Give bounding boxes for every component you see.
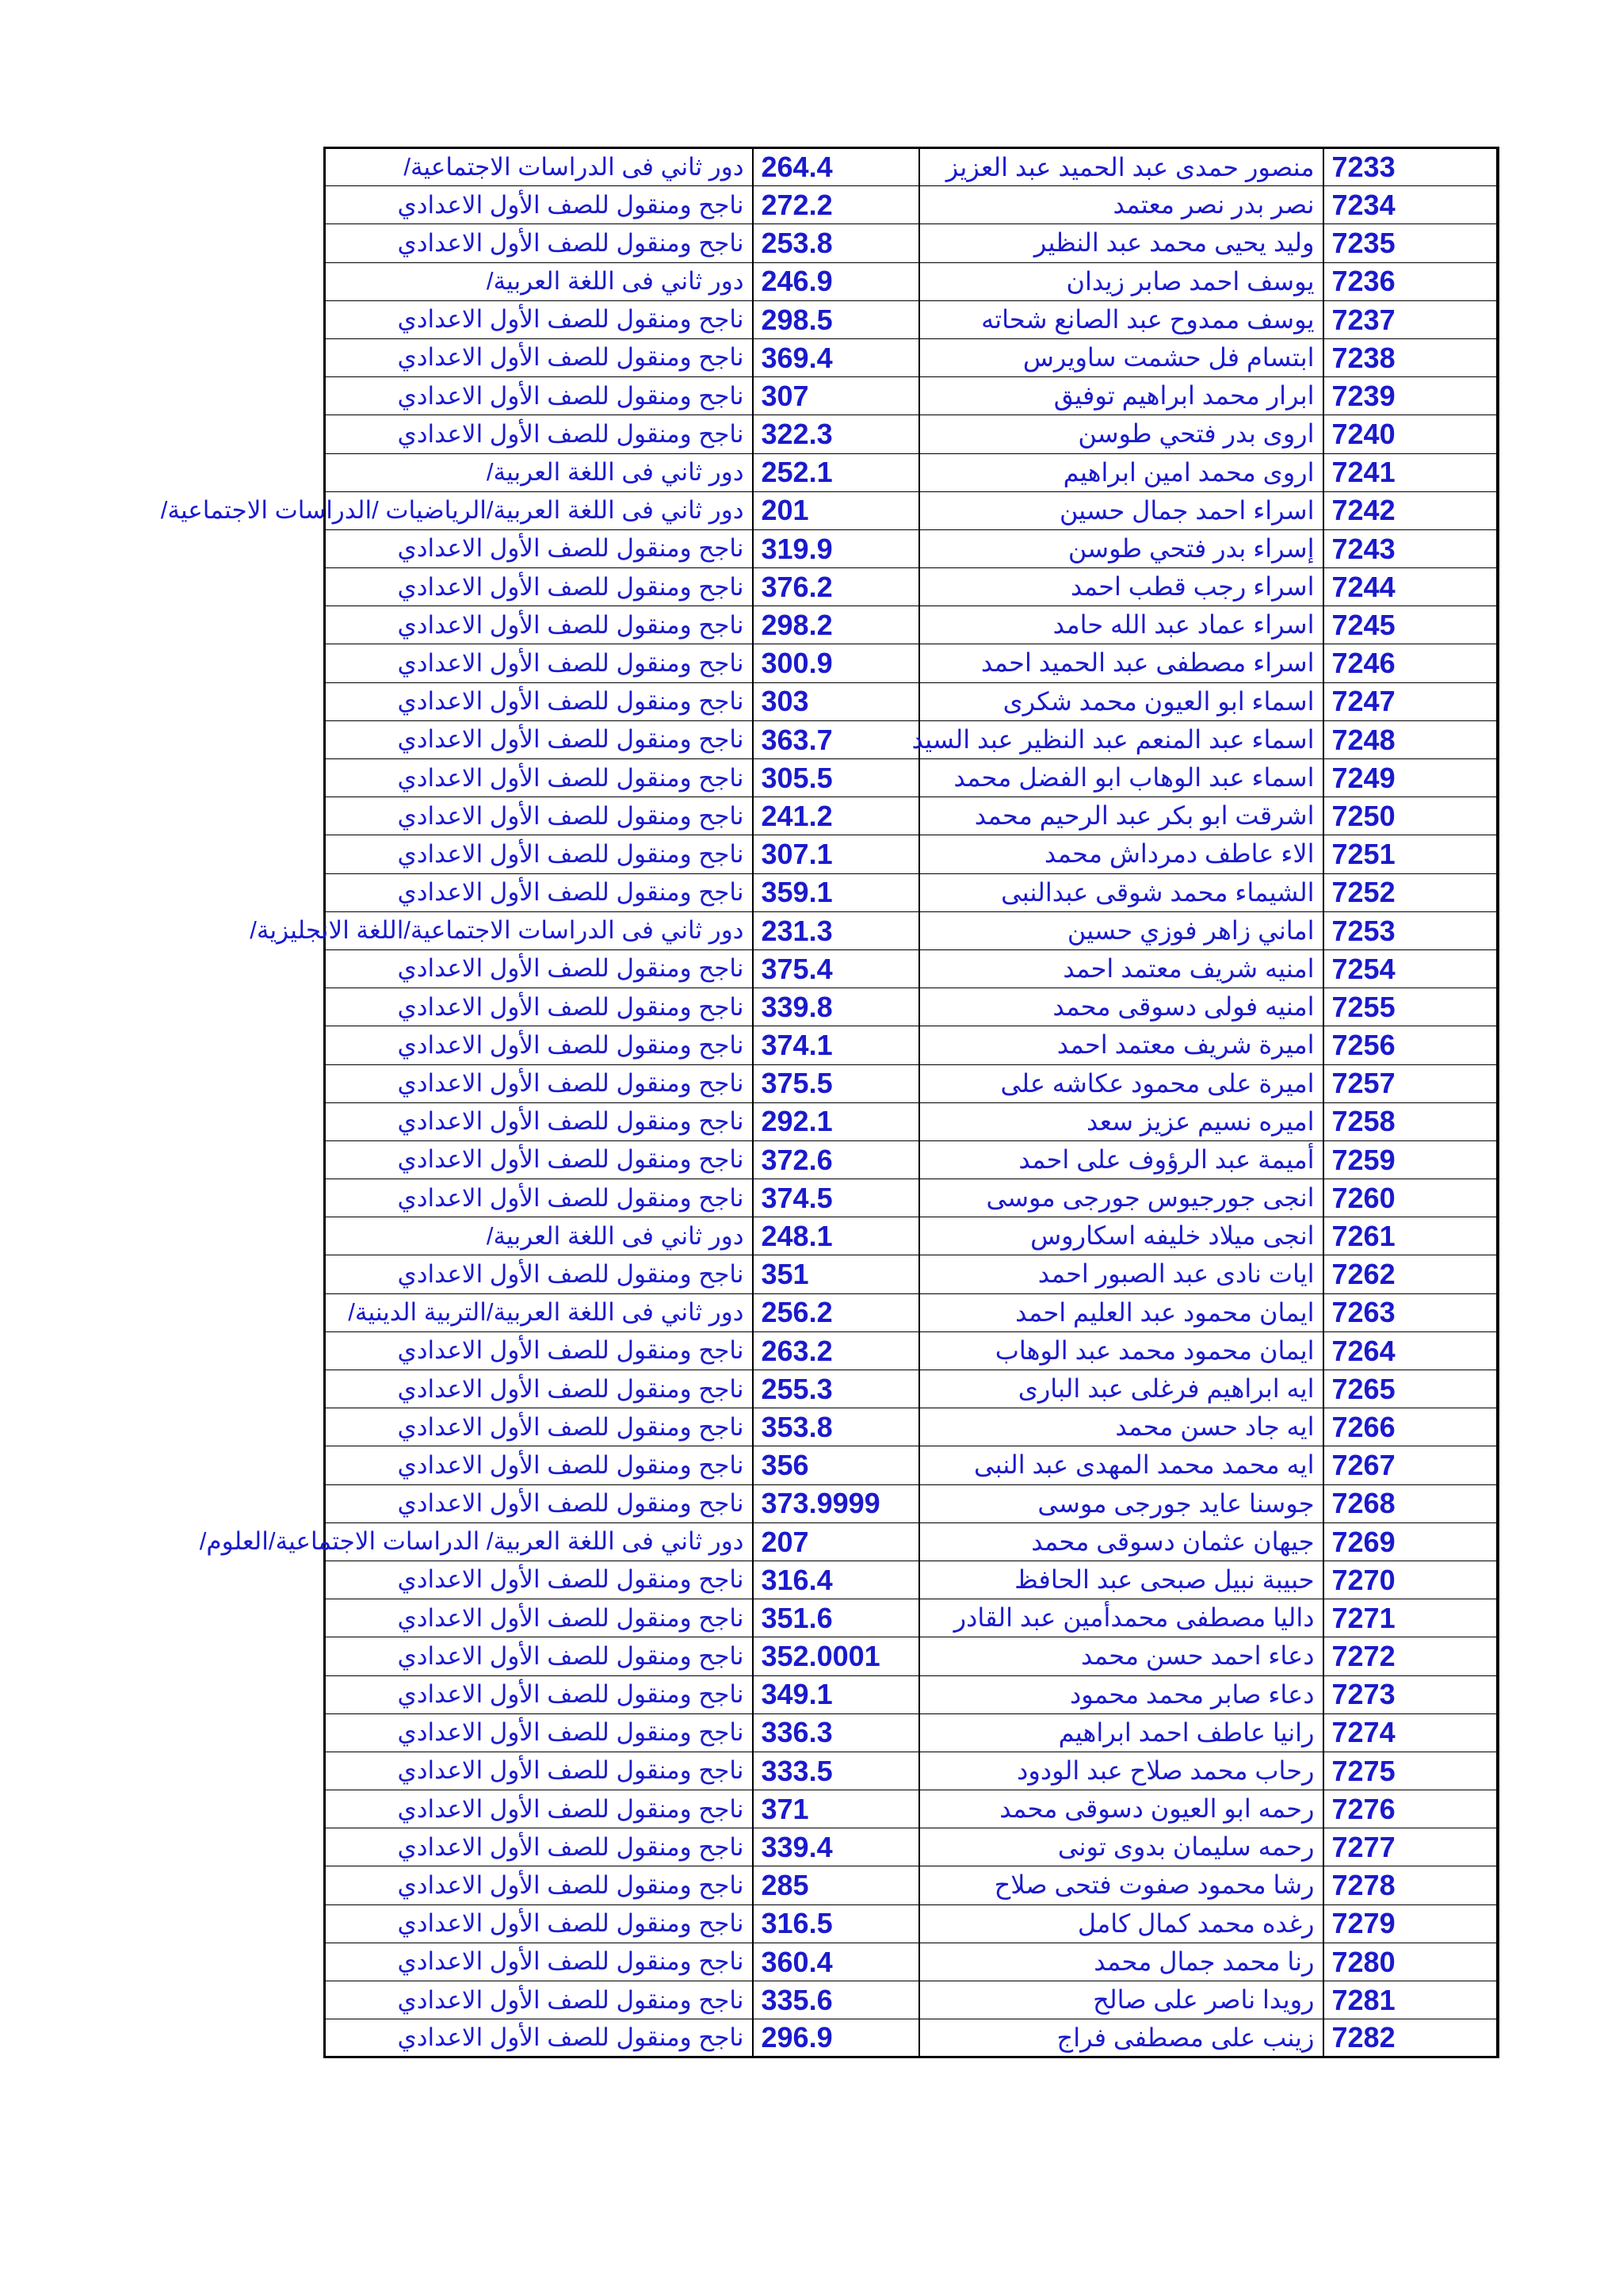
total-score-cell: 248.1: [753, 1217, 919, 1255]
total-score-cell: 375.5: [753, 1064, 919, 1102]
student-name-cell: وليد يحيى محمد عبد النظير: [919, 224, 1323, 262]
student-name-cell: اسماء ابو العيون محمد شكرى: [919, 682, 1323, 720]
student-number-cell: 7269: [1323, 1522, 1498, 1561]
result-status-cell: دور ثاني فى اللغة العربية/الرياضيات /الدراسات الاجتماعية/: [325, 491, 753, 529]
total-score-cell: 255.3: [753, 1370, 919, 1408]
table-row: [325, 682, 1498, 720]
student-name-cell: الشيماء محمد شوقى عبدالنبى: [919, 873, 1323, 911]
total-score-cell: 353.8: [753, 1408, 919, 1446]
student-number-cell: 7281: [1323, 1981, 1498, 2019]
student-number-cell: 7245: [1323, 606, 1498, 644]
table-row: [325, 1446, 1498, 1484]
total-score-cell: 316.5: [753, 1904, 919, 1943]
total-score-cell: 201: [753, 491, 919, 529]
table-row: [325, 186, 1498, 224]
student-name-cell: منصور حمدى عبد الحميد عبد العزيز: [919, 148, 1323, 186]
result-status-cell: ناجح ومنقول للصف الأول الاعدادي: [325, 1102, 753, 1140]
table-row: [325, 1408, 1498, 1446]
result-status-cell: دور ثاني فى الدراسات الاجتماعية/اللغة الانجليزية/: [325, 911, 753, 949]
total-score-cell: 252.1: [753, 453, 919, 491]
total-score-cell: 256.2: [753, 1293, 919, 1331]
student-number-cell: 7260: [1323, 1179, 1498, 1217]
student-number-cell: 7237: [1323, 300, 1498, 338]
student-number-cell: 7244: [1323, 568, 1498, 606]
student-number-cell: 7265: [1323, 1370, 1498, 1408]
student-name-cell: رغده محمد كمال كامل: [919, 1904, 1323, 1943]
total-score-cell: 339.4: [753, 1828, 919, 1866]
result-status-cell: ناجح ومنقول للصف الأول الاعدادي: [325, 1904, 753, 1943]
result-status-cell: ناجح ومنقول للصف الأول الاعدادي: [325, 338, 753, 376]
table-row: [325, 911, 1498, 949]
table-row: [325, 1026, 1498, 1064]
student-name-cell: ابتسام فل حشمت ساويرس: [919, 338, 1323, 376]
student-number-cell: 7279: [1323, 1904, 1498, 1943]
table-row: [325, 529, 1498, 567]
student-name-cell: اميره نسيم عزيز سعد: [919, 1102, 1323, 1140]
table-row: [325, 835, 1498, 873]
total-score-cell: 369.4: [753, 338, 919, 376]
result-status-cell: ناجح ومنقول للصف الأول الاعدادي: [325, 606, 753, 644]
total-score-cell: 316.4: [753, 1561, 919, 1599]
result-status-cell: ناجح ومنقول للصف الأول الاعدادي: [325, 797, 753, 835]
result-status-cell: ناجح ومنقول للصف الأول الاعدادي: [325, 415, 753, 453]
total-score-cell: 207: [753, 1522, 919, 1561]
student-name-cell: ايمان محمود عبد العليم احمد: [919, 1293, 1323, 1331]
table-row: [325, 1522, 1498, 1561]
table-row: [325, 1293, 1498, 1331]
total-score-cell: 356: [753, 1446, 919, 1484]
student-name-cell: ايات نادى عبد الصبور احمد: [919, 1255, 1323, 1293]
student-number-cell: 7234: [1323, 186, 1498, 224]
student-name-cell: أميمة عبد الرؤوف على احمد: [919, 1140, 1323, 1179]
table-row: [325, 797, 1498, 835]
total-score-cell: 351: [753, 1255, 919, 1293]
student-number-cell: 7243: [1323, 529, 1498, 567]
student-number-cell: 7282: [1323, 2019, 1498, 2057]
result-status-cell: ناجح ومنقول للصف الأول الاعدادي: [325, 1790, 753, 1828]
total-score-cell: 319.9: [753, 529, 919, 567]
total-score-cell: 322.3: [753, 415, 919, 453]
student-name-cell: رشا محمود صفوت فتحى صلاح: [919, 1866, 1323, 1904]
result-status-cell: ناجح ومنقول للصف الأول الاعدادي: [325, 377, 753, 415]
result-status-cell: ناجح ومنقول للصف الأول الاعدادي: [325, 1713, 753, 1752]
student-name-cell: حبيبة نبيل صبحى عبد الحافظ: [919, 1561, 1323, 1599]
student-name-cell: اسراء مصطفى عبد الحميد احمد: [919, 644, 1323, 682]
result-status-cell: ناجح ومنقول للصف الأول الاعدادي: [325, 1943, 753, 1981]
student-name-cell: اروى بدر فتحي طوسن: [919, 415, 1323, 453]
total-score-cell: 307.1: [753, 835, 919, 873]
student-name-cell: جوسنا عايد جورجى موسى: [919, 1484, 1323, 1522]
student-number-cell: 7264: [1323, 1331, 1498, 1370]
result-status-cell: ناجح ومنقول للصف الأول الاعدادي: [325, 682, 753, 720]
result-status-cell: دور ثاني فى اللغة العربية/ الدراسات الاجتماعية/العلوم/: [325, 1522, 753, 1561]
student-name-cell: ايه محمد محمد المهدى عبد النبى: [919, 1446, 1323, 1484]
student-number-cell: 7258: [1323, 1102, 1498, 1140]
student-name-cell: ايه ابراهيم فرغلى عبد البارى: [919, 1370, 1323, 1408]
result-status-cell: ناجح ومنقول للصف الأول الاعدادي: [325, 529, 753, 567]
student-name-cell: ابرار محمد ابراهيم توفيق: [919, 377, 1323, 415]
student-number-cell: 7274: [1323, 1713, 1498, 1752]
table-row: [325, 988, 1498, 1026]
student-name-cell: رويدا ناصر على صالح: [919, 1981, 1323, 2019]
table-row: [325, 1943, 1498, 1981]
student-name-cell: دعاء صابر محمد محمود: [919, 1675, 1323, 1713]
table-row: [325, 759, 1498, 797]
student-number-cell: 7263: [1323, 1293, 1498, 1331]
table-row: [325, 491, 1498, 529]
student-number-cell: 7271: [1323, 1599, 1498, 1637]
result-status-cell: ناجح ومنقول للصف الأول الاعدادي: [325, 873, 753, 911]
student-number-cell: 7247: [1323, 682, 1498, 720]
total-score-cell: 339.8: [753, 988, 919, 1026]
total-score-cell: 375.4: [753, 949, 919, 988]
student-number-cell: 7251: [1323, 835, 1498, 873]
student-name-cell: اسراء رجب قطب احمد: [919, 568, 1323, 606]
table-row: [325, 1599, 1498, 1637]
result-status-cell: ناجح ومنقول للصف الأول الاعدادي: [325, 835, 753, 873]
total-score-cell: 263.2: [753, 1331, 919, 1370]
table-row: [325, 1179, 1498, 1217]
table-row: [325, 2019, 1498, 2057]
result-status-cell: ناجح ومنقول للصف الأول الاعدادي: [325, 1255, 753, 1293]
table-row: [325, 1790, 1498, 1828]
result-status-cell: ناجح ومنقول للصف الأول الاعدادي: [325, 1637, 753, 1675]
result-status-cell: ناجح ومنقول للصف الأول الاعدادي: [325, 1561, 753, 1599]
total-score-cell: 231.3: [753, 911, 919, 949]
table-row: [325, 1904, 1498, 1943]
total-score-cell: 333.5: [753, 1752, 919, 1790]
table-row: [325, 1255, 1498, 1293]
table-row: [325, 1370, 1498, 1408]
table-row: [325, 1484, 1498, 1522]
table-row: [325, 1331, 1498, 1370]
result-status-cell: ناجح ومنقول للصف الأول الاعدادي: [325, 720, 753, 758]
table-row: [325, 1866, 1498, 1904]
table-row: [325, 1561, 1498, 1599]
student-number-cell: 7259: [1323, 1140, 1498, 1179]
result-status-cell: ناجح ومنقول للصف الأول الاعدادي: [325, 2019, 753, 2057]
student-number-cell: 7273: [1323, 1675, 1498, 1713]
student-name-cell: داليا مصطفى محمدأمين عبد القادر: [919, 1599, 1323, 1637]
student-number-cell: 7236: [1323, 262, 1498, 300]
total-score-cell: 296.9: [753, 2019, 919, 2057]
student-name-cell: يوسف احمد صابر زيدان: [919, 262, 1323, 300]
student-number-cell: 7267: [1323, 1446, 1498, 1484]
student-name-cell: اماني زاهر فوزي حسين: [919, 911, 1323, 949]
student-name-cell: اسماء عبد المنعم عبد النظير عبد السيد: [919, 720, 1323, 758]
table-row: [325, 148, 1498, 186]
student-name-cell: ايه جاد حسن محمد: [919, 1408, 1323, 1446]
result-status-cell: ناجح ومنقول للصف الأول الاعدادي: [325, 1675, 753, 1713]
result-status-cell: ناجح ومنقول للصف الأول الاعدادي: [325, 1828, 753, 1866]
total-score-cell: 376.2: [753, 568, 919, 606]
student-number-cell: 7242: [1323, 491, 1498, 529]
result-status-cell: ناجح ومنقول للصف الأول الاعدادي: [325, 644, 753, 682]
total-score-cell: 372.6: [753, 1140, 919, 1179]
student-number-cell: 7278: [1323, 1866, 1498, 1904]
total-score-cell: 360.4: [753, 1943, 919, 1981]
table-row: [325, 949, 1498, 988]
student-number-cell: 7262: [1323, 1255, 1498, 1293]
result-status-cell: ناجح ومنقول للصف الأول الاعدادي: [325, 1064, 753, 1102]
total-score-cell: 363.7: [753, 720, 919, 758]
student-number-cell: 7238: [1323, 338, 1498, 376]
table-row: [325, 1828, 1498, 1866]
student-name-cell: رانيا عاطف احمد ابراهيم: [919, 1713, 1323, 1752]
table-row: [325, 1675, 1498, 1713]
result-status-cell: ناجح ومنقول للصف الأول الاعدادي: [325, 1866, 753, 1904]
result-status-cell: ناجح ومنقول للصف الأول الاعدادي: [325, 988, 753, 1026]
total-score-cell: 335.6: [753, 1981, 919, 2019]
results-table-body: [160, 148, 1498, 2057]
total-score-cell: 298.2: [753, 606, 919, 644]
student-name-cell: اسراء احمد جمال حسين: [919, 491, 1323, 529]
student-name-cell: زينب على مصطفى فراج: [919, 2019, 1323, 2057]
table-row: [325, 1102, 1498, 1140]
student-number-cell: 7266: [1323, 1408, 1498, 1446]
total-score-cell: 351.6: [753, 1599, 919, 1637]
student-number-cell: 7249: [1323, 759, 1498, 797]
student-name-cell: اروى محمد امين ابراهيم: [919, 453, 1323, 491]
student-name-cell: اسراء عماد عبد الله حامد: [919, 606, 1323, 644]
result-status-cell: دور ثاني فى الدراسات الاجتماعية/: [325, 148, 753, 186]
total-score-cell: 272.2: [753, 186, 919, 224]
student-number-cell: 7253: [1323, 911, 1498, 949]
total-score-cell: 336.3: [753, 1713, 919, 1752]
student-name-cell: امنيه شريف معتمد احمد: [919, 949, 1323, 988]
table-row: [325, 224, 1498, 262]
student-name-cell: نصر بدر نصر معتمد: [919, 186, 1323, 224]
total-score-cell: 285: [753, 1866, 919, 1904]
total-score-cell: 307: [753, 377, 919, 415]
total-score-cell: 305.5: [753, 759, 919, 797]
student-name-cell: دعاء احمد حسن محمد: [919, 1637, 1323, 1675]
result-status-cell: ناجح ومنقول للصف الأول الاعدادي: [325, 1484, 753, 1522]
student-name-cell: انجى ميلاد خليفه اسكاروس: [919, 1217, 1323, 1255]
table-row: [325, 300, 1498, 338]
total-score-cell: 352.0001: [753, 1637, 919, 1675]
table-row: [325, 262, 1498, 300]
student-name-cell: امنيه فولى دسوقى محمد: [919, 988, 1323, 1026]
total-score-cell: 298.5: [753, 300, 919, 338]
student-number-cell: 7240: [1323, 415, 1498, 453]
table-row: [325, 453, 1498, 491]
result-status-cell: ناجح ومنقول للصف الأول الاعدادي: [325, 300, 753, 338]
student-name-cell: اسماء عبد الوهاب ابو الفضل محمد: [919, 759, 1323, 797]
table-row: [325, 377, 1498, 415]
results-table: [160, 147, 1499, 2058]
student-number-cell: 7276: [1323, 1790, 1498, 1828]
result-status-cell: دور ثاني فى اللغة العربية/: [325, 262, 753, 300]
student-number-cell: 7275: [1323, 1752, 1498, 1790]
student-name-cell: رنا محمد جمال محمد: [919, 1943, 1323, 1981]
table-row: [325, 1140, 1498, 1179]
student-name-cell: اشرقت ابو بكر عبد الرحيم محمد: [919, 797, 1323, 835]
student-number-cell: 7246: [1323, 644, 1498, 682]
total-score-cell: 374.5: [753, 1179, 919, 1217]
student-number-cell: 7256: [1323, 1026, 1498, 1064]
student-number-cell: 7254: [1323, 949, 1498, 988]
student-number-cell: 7272: [1323, 1637, 1498, 1675]
student-number-cell: 7277: [1323, 1828, 1498, 1866]
result-status-cell: ناجح ومنقول للصف الأول الاعدادي: [325, 1331, 753, 1370]
result-status-cell: ناجح ومنقول للصف الأول الاعدادي: [325, 949, 753, 988]
student-number-cell: 7233: [1323, 148, 1498, 186]
result-status-cell: ناجح ومنقول للصف الأول الاعدادي: [325, 1179, 753, 1217]
table-row: [325, 338, 1498, 376]
student-name-cell: الاء عاطف دمرداش محمد: [919, 835, 1323, 873]
table-row: [325, 873, 1498, 911]
result-status-cell: ناجح ومنقول للصف الأول الاعدادي: [325, 1981, 753, 2019]
result-status-cell: ناجح ومنقول للصف الأول الاعدادي: [325, 186, 753, 224]
result-status-cell: ناجح ومنقول للصف الأول الاعدادي: [325, 224, 753, 262]
table-row: [325, 1637, 1498, 1675]
student-name-cell: يوسف ممدوح عبد الصانع شحاته: [919, 300, 1323, 338]
student-number-cell: 7248: [1323, 720, 1498, 758]
total-score-cell: 253.8: [753, 224, 919, 262]
result-status-cell: ناجح ومنقول للصف الأول الاعدادي: [325, 1026, 753, 1064]
table-row: [325, 1981, 1498, 2019]
result-status-cell: دور ثاني فى اللغة العربية/التربية الدينية/: [325, 1293, 753, 1331]
table-row: [325, 1064, 1498, 1102]
total-score-cell: 371: [753, 1790, 919, 1828]
table-row: [325, 1217, 1498, 1255]
table-row: [325, 606, 1498, 644]
student-number-cell: 7280: [1323, 1943, 1498, 1981]
total-score-cell: 300.9: [753, 644, 919, 682]
total-score-cell: 359.1: [753, 873, 919, 911]
student-number-cell: 7257: [1323, 1064, 1498, 1102]
table-row: [325, 1713, 1498, 1752]
total-score-cell: 303: [753, 682, 919, 720]
result-status-cell: ناجح ومنقول للصف الأول الاعدادي: [325, 1408, 753, 1446]
table-row: [325, 644, 1498, 682]
result-status-cell: ناجح ومنقول للصف الأول الاعدادي: [325, 1370, 753, 1408]
total-score-cell: 241.2: [753, 797, 919, 835]
student-name-cell: اميرة على محمود عكاشه على: [919, 1064, 1323, 1102]
result-status-cell: دور ثاني فى اللغة العربية/: [325, 1217, 753, 1255]
student-name-cell: اميرة شريف معتمد احمد: [919, 1026, 1323, 1064]
student-number-cell: 7270: [1323, 1561, 1498, 1599]
result-status-cell: دور ثاني فى اللغة العربية/: [325, 453, 753, 491]
student-number-cell: 7255: [1323, 988, 1498, 1026]
student-name-cell: رحمه سليمان بدوى تونى: [919, 1828, 1323, 1866]
total-score-cell: 373.9999: [753, 1484, 919, 1522]
total-score-cell: 264.4: [753, 148, 919, 186]
student-name-cell: ايمان محمود محمد عبد الوهاب: [919, 1331, 1323, 1370]
result-status-cell: ناجح ومنقول للصف الأول الاعدادي: [325, 1752, 753, 1790]
table-row: [325, 415, 1498, 453]
student-name-cell: انجى جورجيوس جورجى موسى: [919, 1179, 1323, 1217]
student-number-cell: 7252: [1323, 873, 1498, 911]
student-number-cell: 7261: [1323, 1217, 1498, 1255]
table-row: [325, 720, 1498, 758]
student-name-cell: جيهان عثمان دسوقى محمد: [919, 1522, 1323, 1561]
student-number-cell: 7241: [1323, 453, 1498, 491]
student-name-cell: رحاب محمد صلاح عبد الودود: [919, 1752, 1323, 1790]
total-score-cell: 246.9: [753, 262, 919, 300]
table-row: [325, 1752, 1498, 1790]
total-score-cell: 349.1: [753, 1675, 919, 1713]
student-number-cell: 7235: [1323, 224, 1498, 262]
total-score-cell: 292.1: [753, 1102, 919, 1140]
total-score-cell: 374.1: [753, 1026, 919, 1064]
student-number-cell: 7250: [1323, 797, 1498, 835]
student-number-cell: 7239: [1323, 377, 1498, 415]
result-status-cell: ناجح ومنقول للصف الأول الاعدادي: [325, 1140, 753, 1179]
table-row: [325, 568, 1498, 606]
student-name-cell: إسراء بدر فتحي طوسن: [919, 529, 1323, 567]
result-status-cell: ناجح ومنقول للصف الأول الاعدادي: [325, 759, 753, 797]
result-status-cell: ناجح ومنقول للصف الأول الاعدادي: [325, 1599, 753, 1637]
result-status-cell: ناجح ومنقول للصف الأول الاعدادي: [325, 568, 753, 606]
result-status-cell: ناجح ومنقول للصف الأول الاعدادي: [325, 1446, 753, 1484]
student-name-cell: رحمه ابو العيون دسوقى محمد: [919, 1790, 1323, 1828]
student-number-cell: 7268: [1323, 1484, 1498, 1522]
